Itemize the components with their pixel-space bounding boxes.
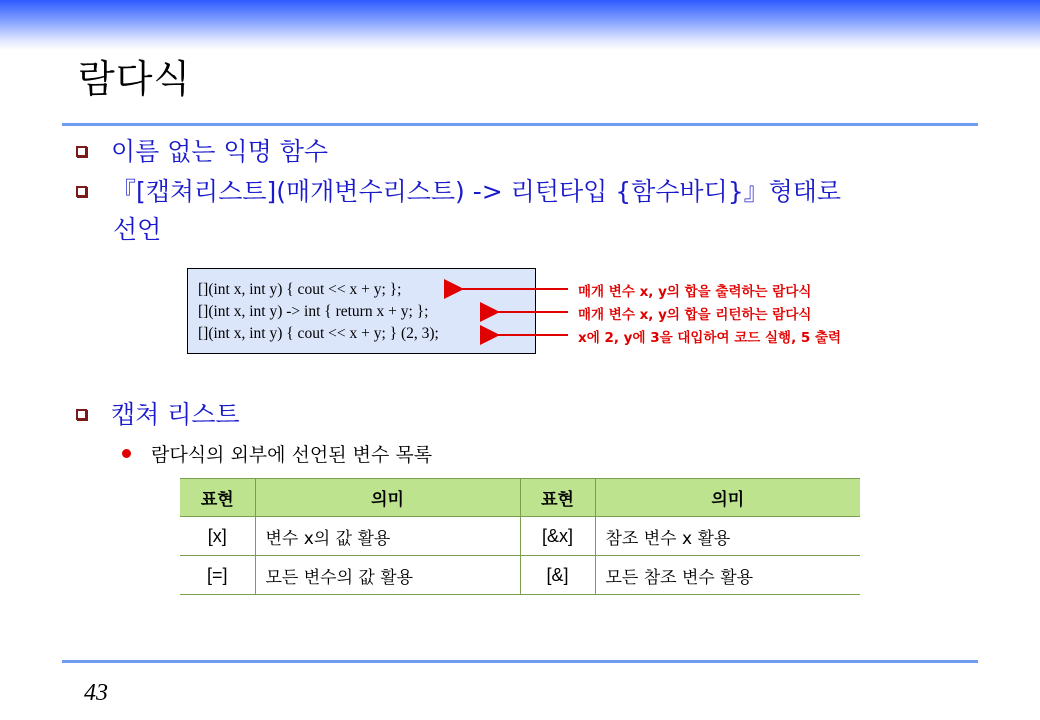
slide-title: 람다식	[78, 57, 192, 101]
table-cell-meaning: 모든 참조 변수 활용	[595, 556, 860, 595]
header-expression: 표현	[180, 479, 255, 517]
table-cell-expression: [=]	[180, 556, 255, 595]
table-cell-expression: [&x]	[520, 517, 595, 556]
bullet-text: 『[캡쳐리스트](매개변수리스트) -> 리턴타입 {함수바디}』형태로	[111, 177, 842, 206]
bullet-text: 이름 없는 익명 함수	[111, 137, 329, 166]
table-cell-meaning: 참조 변수 x 활용	[595, 517, 860, 556]
table-row	[180, 556, 860, 595]
header-meaning: 의미	[595, 479, 860, 517]
table-header-row	[180, 479, 860, 517]
bullet-capture-list	[76, 398, 240, 432]
annotation-return-lambda: 매개 변수 x, y의 합을 리턴하는 람다식	[578, 307, 812, 323]
table-cell-meaning: 변수 x의 값 활용	[255, 517, 520, 556]
capture-list-table	[180, 478, 860, 595]
dot-bullet-icon	[122, 449, 131, 458]
annotation-print-lambda: 매개 변수 x, y의 합을 출력하는 람다식	[578, 284, 812, 300]
sub-bullet-capture-definition	[122, 440, 432, 467]
annotation-call-lambda: x에 2, y에 3을 대입하여 코드 실행, 5 출력	[578, 330, 842, 346]
page-number: 43	[84, 680, 108, 706]
table-row	[180, 517, 860, 556]
table-cell-expression: [&]	[520, 556, 595, 595]
code-line: [](int x, int y) { cout << x + y; } (2, 3);	[198, 325, 439, 342]
code-line: [](int x, int y) -> int { return x + y; };	[198, 303, 429, 320]
bullet-text: 캡쳐 리스트	[111, 400, 240, 429]
header-meaning: 의미	[255, 479, 520, 517]
table-cell-expression: [x]	[180, 517, 255, 556]
header-expression: 표현	[520, 479, 595, 517]
square-bullet-icon	[76, 409, 87, 420]
bullet-syntax-continuation: 선언	[113, 215, 162, 244]
bottom-divider	[62, 660, 978, 663]
table-cell-meaning: 모든 변수의 값 활용	[255, 556, 520, 595]
sub-bullet-text: 람다식의 외부에 선언된 변수 목록	[151, 444, 433, 466]
code-line: [](int x, int y) { cout << x + y; };	[198, 281, 402, 298]
